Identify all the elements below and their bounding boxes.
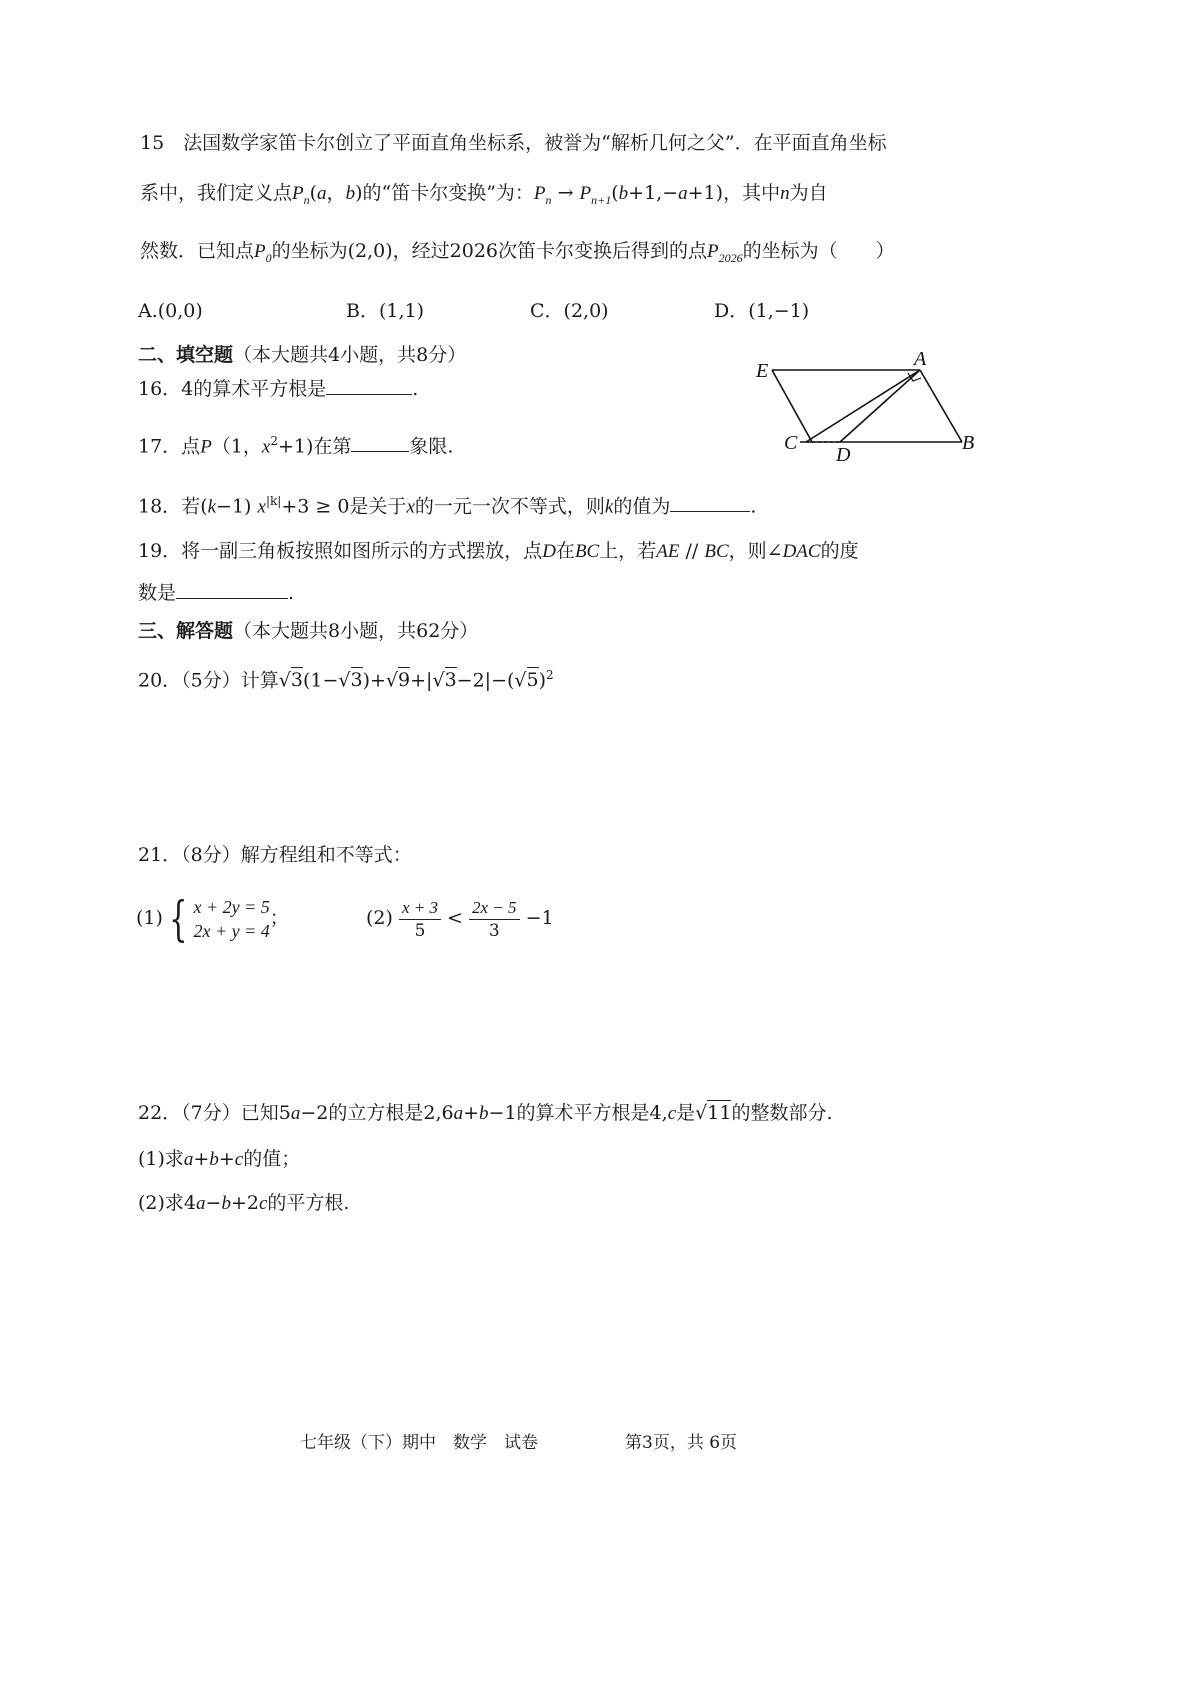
label-c: C [784, 432, 798, 454]
label-b: B [962, 432, 975, 454]
label-e: E [756, 360, 769, 382]
segment-ac [806, 370, 920, 442]
q18-answer-blank[interactable] [670, 493, 750, 512]
q21-title: 21．（8分）解方程组和不等式： [138, 844, 412, 866]
segment-ad [840, 370, 920, 442]
q17: 17．点P（1，$x^2+1$)在第 象限. [138, 434, 454, 458]
q19-line1: 19．将一副三角板按照如图所示的方式摆放，点D在BC上，若AE // BC，则∠DAC的度 [138, 540, 859, 562]
triangle-figure [750, 345, 990, 470]
q15-line1: 15 法国数学家笛卡尔创立了平面直角坐标系，被誉为“解析几何之父”．在平面直角坐标 [140, 132, 887, 154]
q18: 18．若(k−1) $x^{|k|}+3 \ge 0$是关于x的一元一次不等式，则k的值为 . [138, 494, 757, 518]
footer-page: 第3页，共 6页 [625, 1433, 738, 1453]
q15-line2: 系中，我们定义点$P_n(a$，b)的“笛卡尔变换”为：$P_n \to P_{n+1}(b+1,-a+1)$，其中n为自 [140, 182, 828, 207]
q22-sub2: (2)求4a−b+2c的平方根. [138, 1192, 350, 1214]
label-d: D [836, 444, 851, 466]
section3-heading: 三、解答题（本大题共8小题，共62分） [138, 620, 479, 642]
q16-answer-blank[interactable] [326, 376, 412, 395]
q15-option-a: A.(0,0) [138, 300, 203, 322]
q15-option-b: B．(1,1) [346, 300, 425, 322]
q21-part2: (2) $\frac{x + 3}{5}$ < $\frac{2x - 5}{3}$ −1 [366, 897, 554, 941]
q20: 20．（5分）计算$√3(1-√3)+√9+|√3-2|-(√5)^2$ [138, 668, 554, 692]
q15-option-d: D．(1,−1) [714, 300, 810, 322]
footer-left: 七年级（下）期中 数学 试卷 [300, 1433, 538, 1453]
q17-answer-blank[interactable] [351, 433, 409, 452]
segment-ab [920, 370, 962, 442]
q22-line1: 22．（7分）已知5a−2的立方根是2,6a+b−1的算术平方根是4,c是√11的整数部分. [138, 1102, 833, 1124]
q15-line3: 然数．已知点$P_0$的坐标为(2,0)，经过2026次笛卡尔变换后得到的点$P_{2026}$的坐标为（ ） [140, 240, 895, 265]
q15-option-c: C．(2,0) [530, 300, 609, 322]
q22-sub1: (1)求a+b+c的值； [138, 1148, 301, 1170]
q19-line2: 数是 . [138, 582, 295, 604]
q16: 16．4的算术平方根是 . [138, 378, 419, 400]
q21-part1: (1) { x + 2y = 5 2x + y = 4 ； [136, 891, 289, 947]
section2-heading: 二、填空题（本大题共4小题，共8分） [138, 344, 467, 366]
label-a: A [914, 348, 927, 370]
q19-answer-blank[interactable] [176, 580, 288, 599]
